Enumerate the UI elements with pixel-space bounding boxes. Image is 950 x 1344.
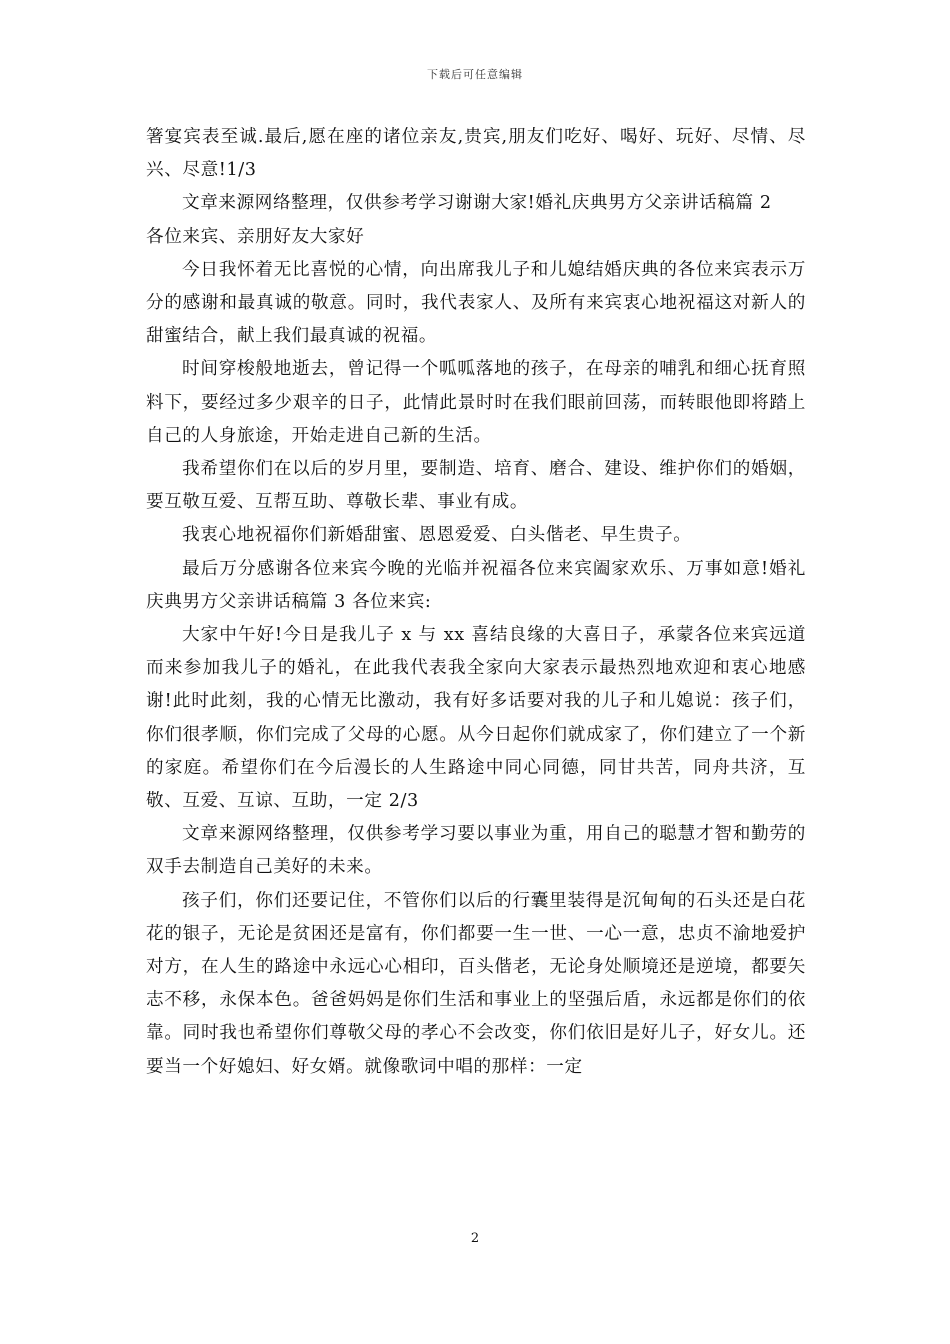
paragraph: 我希望你们在以后的岁月里，要制造、培育、磨合、建设、维护你们的婚姻，要互敬互爱、互帮互助、尊敬长辈、事业有成。 (146, 459, 806, 513)
page-number: 2 (470, 1231, 480, 1246)
paragraph: 大家中午好!今日是我儿子 x 与 xx 喜结良缘的大喜日子，承蒙各位来宾远道而来参加我儿子的婚礼，在此我代表我全家向大家表示最热烈地欢迎和衷心地感谢!此时此刻，我的心情无比激动，我有好多话要对我的儿子和儿媳说：孩子们，你们很孝顺，你们完成了父母的心愿。从今日起你们就成家了，你们建立了一个新的家庭。希望你们在今后漫长的人生路途中同心同德，同甘共苦，同舟共济，互敬、互爱、互谅、互助，一定 2/3 (146, 625, 806, 812)
paragraph: 我衷心地祝福你们新婚甜蜜、恩恩爱爱、白头偕老、早生贵子。 (182, 525, 692, 546)
page-header: 下载后可任意编辑 (427, 68, 523, 81)
paragraph: 最后万分感谢各位来宾今晚的光临并祝福各位来宾阖家欢乐、万事如意!婚礼庆典男方父亲讲话稿篇 3 各位来宾: (146, 558, 806, 612)
paragraph: 今日我怀着无比喜悦的心情，向出席我儿子和儿媳结婚庆典的各位来宾表示万分的感谢和最真诚的敬意。同时，我代表家人、及所有来宾衷心地祝福这对新人的甜蜜结合，献上我们最真诚的祝福。 (146, 259, 806, 347)
document-body (146, 121, 806, 1084)
paragraph: 时间穿梭般地逝去，曾记得一个呱呱落地的孩子，在母亲的哺乳和细心抚育照料下，要经过多少艰辛的日子，此情此景时时在我们眼前回荡，而转眼他即将踏上自己的人身旅途，开始走进自己新的生活。 (146, 359, 806, 446)
paragraph: 文章来源网络整理，仅供参考学习谢谢大家!婚礼庆典男方父亲讲话稿篇 2 (182, 193, 772, 214)
paragraph: 各位来宾、亲朋好友大家好 (146, 226, 365, 247)
paragraph: 文章来源网络整理，仅供参考学习要以事业为重，用自己的聪慧才智和勤劳的双手去制造自己美好的未来。 (146, 824, 806, 878)
paragraph: 孩子们，你们还要记住，不管你们以后的行囊里装得是沉甸甸的石头还是白花花的银子，无论是贫困还是富有，你们都要一生一世、一心一意，忠贞不渝地爱护对方，在人生的路途中永远心心相印，百头偕老，无论身处顺境还是逆境，都要矢志不移，永保本色。爸爸妈妈是你们生活和事业上的坚强后盾，永远都是你们的依靠。同时我也希望你们尊敬父母的孝心不会改变，你们依旧是好儿子，好女儿。还要当一个好媳妇、好女婿。就像歌词中唱的那样：一定 (146, 890, 806, 1077)
paragraph: 箸宴宾表至诚.最后,愿在座的诸位亲友,贵宾,朋友们吃好、喝好、玩好、尽情、尽兴、尽意!1/3 (146, 127, 806, 181)
